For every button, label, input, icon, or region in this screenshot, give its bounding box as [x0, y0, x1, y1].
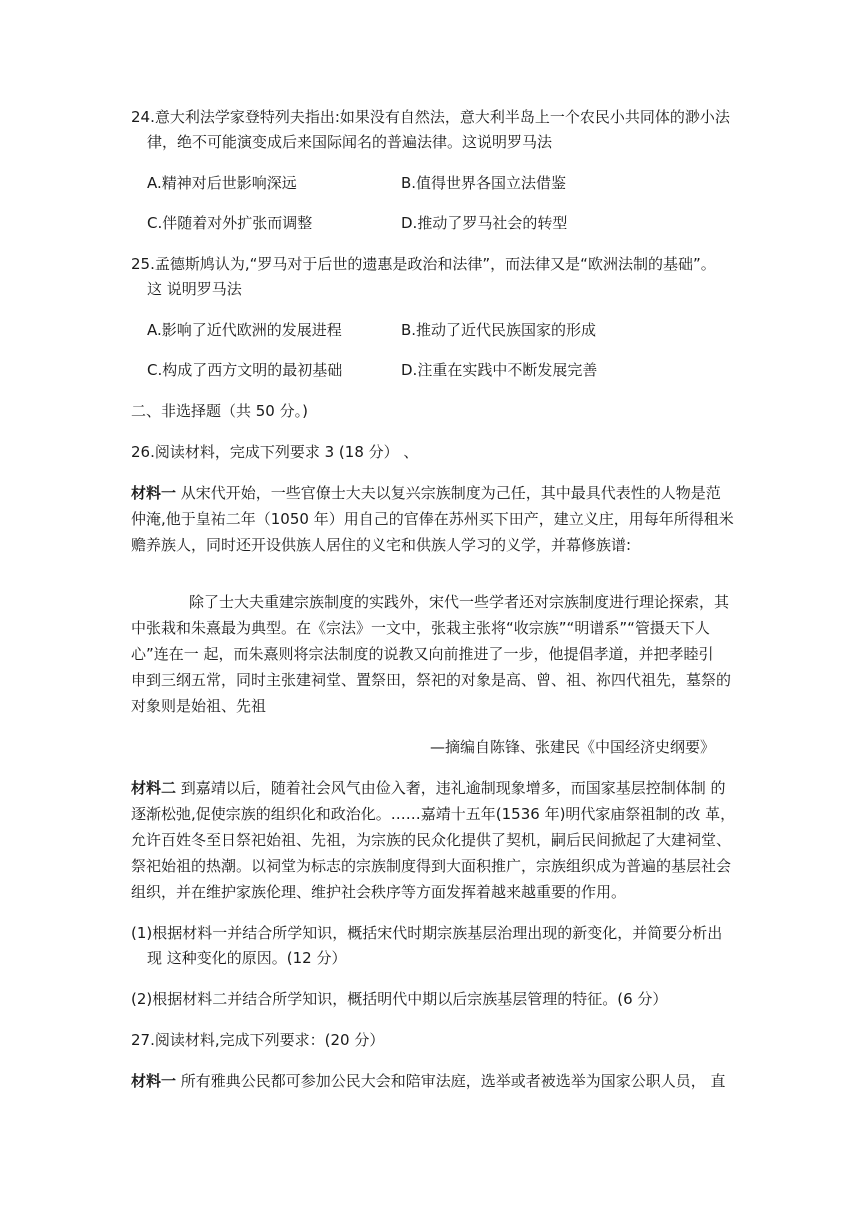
q25-option-c: C.构成了西方文明的最初基础 [147, 361, 343, 379]
q25-stem-line1: 25.孟德斯鸠认为,“罗马对于后世的遗惠是政治和法律”，而法律又是“欧洲法制的基础”。 [131, 255, 716, 273]
q26-source-citation: —摘编自陈锋、张建民《中国经济史纲要》 [430, 738, 716, 756]
q27-material1-text: 所有雅典公民都可参加公民大会和陪审法庭，选举或者被选举为国家公职人员， 直 [176, 1072, 726, 1090]
q26-material2-text: 到嘉靖以后，随着社会风气由俭入奢，违礼逾制现象增多，而国家基层控制体制 的 [176, 779, 726, 797]
q25-stem-line2: 这 说明罗马法 [147, 280, 242, 298]
q26-material1-text: 从宋代开始，一些官僚士大夫以复兴宗族制度为己任，其中最具代表性的人物是范 [176, 484, 721, 502]
q25-option-d: D.注重在实践中不断发展完善 [401, 361, 598, 379]
q25-option-b: B.推动了近代民族国家的形成 [401, 321, 597, 339]
q26-subquestion1-line2: 现 这种变化的原因。(12 分） [147, 949, 347, 967]
q27-title: 27.阅读材料,完成下列要求：(20 分） [131, 1031, 385, 1049]
q26-material2-label: 材料二 [131, 779, 177, 797]
q27-material1-label: 材料一 [131, 1072, 177, 1090]
q26-material1-label: 材料一 [131, 484, 177, 502]
q26-material1-line2: 仲淹,他于皇祐二年（1050 年）用自己的官俸在苏州买下田产，建立义庄，用每年所得租米 [131, 510, 734, 528]
q26-material2-line5: 组织，并在维护家族伦理、维护社会秩序等方面发挥着越来越重要的作用。 [131, 883, 627, 901]
q26-title: 26.阅读材料，完成下列要求 3 (18 分） 、 [131, 443, 419, 461]
q24-stem-line1: 24.意大利法学家登特列夫指出:如果没有自然法，意大利半岛上一个农民小共同体的渺小法 [131, 108, 730, 126]
q26-paragraph2-line5: 对象则是始祖、先祖 [131, 697, 267, 715]
q26-paragraph2-line2: 中张栽和朱熹最为典型。在《宗法》一文中，张栽主张将“收宗族”“明谱系”“管摄天下人 [131, 619, 710, 637]
q26-material1-line1 [131, 482, 721, 504]
q26-paragraph2-line3: 心”连在一 起，而朱熹则将宗法制度的说教又向前推进了一步，他提倡孝道，并把孝睦引 [131, 645, 714, 663]
q25-option-a: A.影响了近代欧洲的发展进程 [147, 321, 342, 339]
q26-material2-line2: 逐渐松弛,促使宗族的组织化和政治化。……嘉靖十五年(1536 年)明代家庙祭祖制的改 革， [131, 805, 736, 823]
q26-subquestion1-line1: (1)根据材料一并结合所学知识，概括宋代时期宗族基层治理出现的新变化，并简要分析出 [131, 924, 723, 942]
q26-material2-line4: 祭祀始祖的热潮。以祠堂为标志的宗族制度得到大面积推广，宗族组织成为普遍的基层社会 [131, 857, 732, 875]
q26-material2-line1 [131, 777, 726, 799]
q26-subquestion2: (2)根据材料二并结合所学知识，概括明代中期以后宗族基层管理的特征。(6 分） [131, 990, 668, 1008]
q24-option-d: D.推动了罗马社会的转型 [401, 214, 568, 232]
q24-option-b: B.值得世界各国立法借鉴 [401, 174, 567, 192]
q24-option-c: C.伴随着对外扩张而调整 [147, 214, 313, 232]
q26-paragraph2-line1: 除了士大夫重建宗族制度的实践外，宋代一些学者还对宗族制度进行理论探索，其 [189, 593, 730, 611]
q24-option-a: A.精神对后世影响深远 [147, 174, 297, 192]
section2-heading: 二、非选择题（共 50 分。) [131, 402, 308, 420]
q26-material1-line3: 赡养族人，同时还开设供族人居住的义宅和供族人学习的义学，并幕修族谱: [131, 536, 632, 554]
q26-material2-line3: 允许百姓冬至日祭祀始祖、先祖，为宗族的民众化提供了契机，嗣后民间掀起了大建祠堂、 [131, 831, 732, 849]
q24-stem-line2: 律，绝不可能演变成后来国际闻名的普遍法律。这说明罗马法 [147, 133, 553, 151]
q26-paragraph2-line4: 申到三纲五常，同时主张建祠堂、置祭田，祭祀的对象是高、曾、祖、祢四代祖先，墓祭的 [131, 671, 732, 689]
q27-material1-line1 [131, 1070, 726, 1092]
